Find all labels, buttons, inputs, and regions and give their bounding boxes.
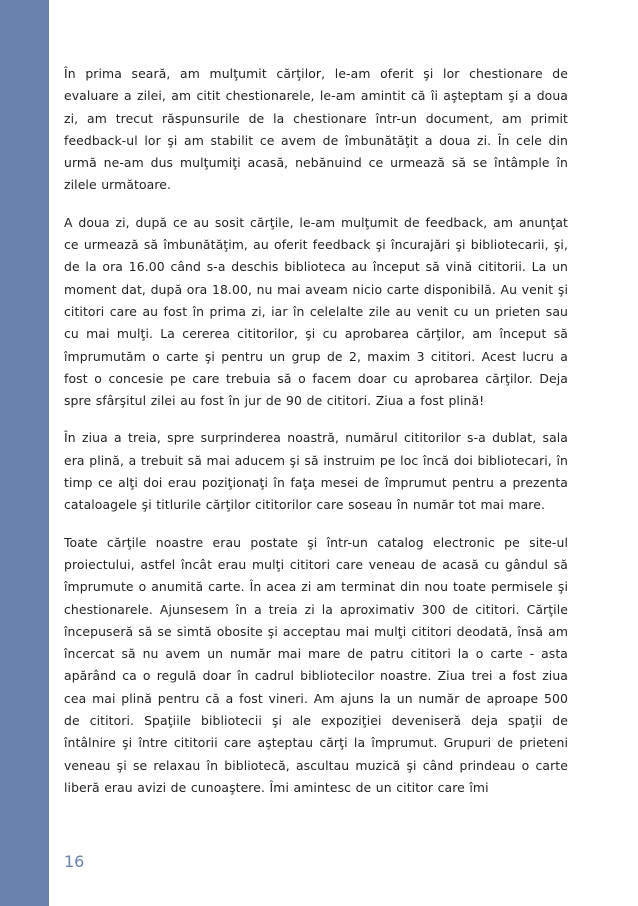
paragraph-electronic-catalog: Toate cărţile noastre erau postate şi într-un catalog electronic pe site-ul proiectului, astfel încât erau mulţi cititori care veneau de acasă cu gândul să împrumute o anumită carte. În acea zi am terminat din nou toate permisele şi chestionarele. Ajunsesem în a treia zi la aproximativ 300 de cititori. Cărţile începuseră să se simtă obosite şi acceptau mai mulţi cititori deodată, însă am încercat să nu avem un număr mai mare de patru cititori la o carte - asta apărând ca o regulă doar în cadrul bibliotecilor noastre. Ziua trei a fost ziua cea mai plină pentru că a fost vineri. Am ajuns la un număr de aproape 500 de cititori. Spaţiile bibliotecii şi ale expoziţiei deveniseră deja spaţii de întâlnire şi între cititorii care aşteptau cărţi la împrumut. Grupuri de prieteni veneau şi se relaxau în bibliotecă, ascultau muzică şi când prindeau o carte liberă erau avizi de cunoaştere. Îmi amintesc de un cititor care îmi <box>64 534 568 795</box>
paragraph-first-evening: În prima seară, am mulţumit cărţilor, le-am oferit şi lor chestionare de evaluare a zilei, am citit chestionarele, le-am amintit că îi aşteptam şi a doua zi, am trecut răspunsurile de la chestionare într-un document, am primit feedback-ul lor şi am stabilit ce avem de îmbunătăţit a doua zi. În cele din urmă ne-am dus mulţumiţi acasă, nebănuind ce urmează să se întâmple în zilele următoare. <box>64 66 568 193</box>
page-body <box>64 63 568 814</box>
page-sidebar-band <box>0 0 49 906</box>
page-number: 16 <box>64 852 85 871</box>
paragraph-second-day: A doua zi, după ce au sosit cărţile, le-am mulţumit de feedback, am anunţat ce urmează să îmbunătăţim, au oferit feedback şi încurajări şi bibliotecarii, şi, de la ora 16.00 când s-a deschis biblioteca au început să vină cititorii. La un moment dat, după ora 18.00, nu mai aveam nicio carte disponibilă. Au venit şi cititori care au fost în prima zi, iar în celelalte zile au venit cu un prieten sau cu mai mulţi. La cererea cititorilor, şi cu aprobarea cărţilor, am început să împrumutăm o carte şi pentru un grup de 2, maxim 3 cititori. Acest lucru a fost o concesie pe care trebuia să o facem doar cu aprobarea cărţilor. Deja spre sfârşitul zilei au fost în jur de 90 de cititori. Ziua a fost plină! <box>64 214 568 409</box>
paragraph-third-day: În ziua a treia, spre surprinderea noastră, numărul cititorilor s-a dublat, sala era plină, a trebuit să mai aducem şi să instruim pe loc încă doi bibliotecari, în timp ce alţi doi erau poziţionaţi în faţa mesei de împrumut pentru a prezenta cataloagele şi titlurile cărţilor cititorilor care soseau în număr tot mai mare. <box>64 430 568 513</box>
